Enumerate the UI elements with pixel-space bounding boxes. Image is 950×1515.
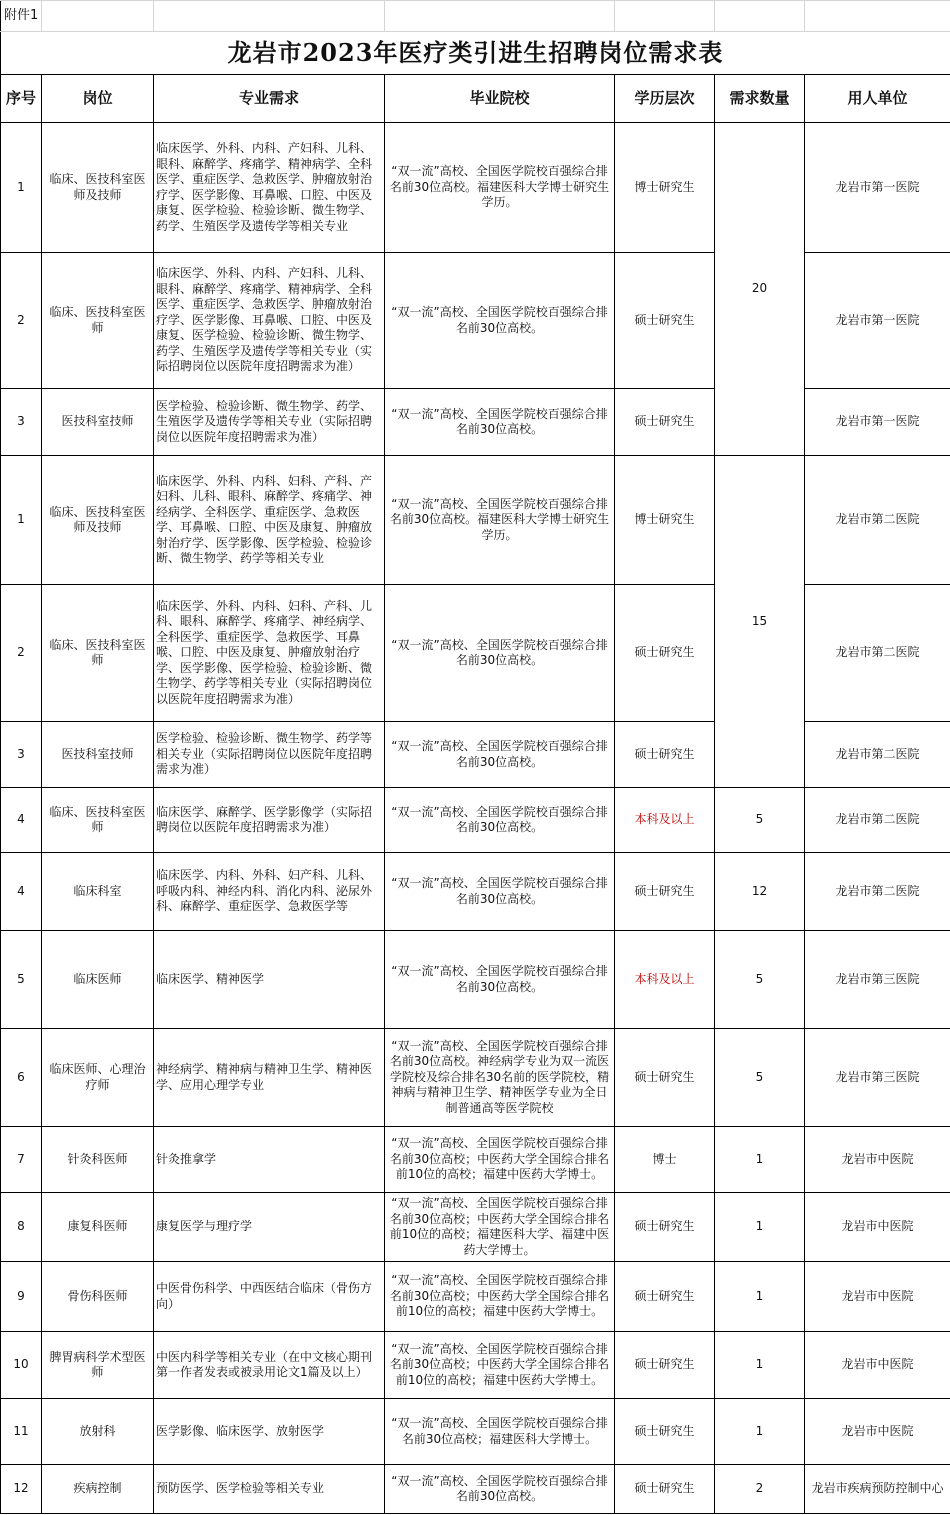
row-number: 3 xyxy=(1,722,42,788)
education-level: 硕士研究生 xyxy=(615,722,715,788)
post-name: 临床、医技科室医师及技师 xyxy=(42,123,154,253)
row-number: 4 xyxy=(1,788,42,853)
row-number: 8 xyxy=(1,1193,42,1262)
education-level: 硕士研究生 xyxy=(615,1332,715,1399)
education-level: 硕士研究生 xyxy=(615,389,715,456)
employer-unit: 龙岩市中医院 xyxy=(805,1127,950,1193)
major-requirement: 医学检验、检验诊断、微生物学、药学等相关专业（实际招聘岗位以医院年度招聘需求为准） xyxy=(154,722,385,788)
education-level: 本科及以上 xyxy=(615,931,715,1029)
post-name: 临床、医技科室医师 xyxy=(42,585,154,722)
graduate-school: “双一流”高校、全国医学院校百强综合排名前30位高校。 xyxy=(385,722,615,788)
post-name: 脾胃病科学术型医师 xyxy=(42,1332,154,1399)
row-number: 2 xyxy=(1,253,42,389)
graduate-school: “双一流”高校、全国医学院校百强综合排名前30位高校。 xyxy=(385,389,615,456)
education-level: 博士 xyxy=(615,1127,715,1193)
education-level: 硕士研究生 xyxy=(615,1029,715,1127)
employer-unit: 龙岩市第二医院 xyxy=(805,456,950,585)
table-row xyxy=(1,389,950,456)
major-requirement: 医学检验、检验诊断、微生物学、药学、生殖医学及遗传学等相关专业（实际招聘岗位以医院年度招聘需求为准） xyxy=(154,389,385,456)
major-requirement: 临床医学、外科、内科、产妇科、儿科、眼科、麻醉学、疼痛学、精神病学、全科医学、重症医学、急救医学、肿瘤放射治疗学、医学影像、耳鼻喉、口腔、中医及康复、医学检验、检验诊断、微生物学、药学、生殖医学及遗传学等相关专业（实际招聘岗位以医院年度招聘需求为准） xyxy=(154,253,385,389)
employer-unit: 龙岩市第一医院 xyxy=(805,123,950,253)
major-requirement: 临床医学、外科、内科、妇科、产科、产妇科、儿科、眼科、麻醉学、疼痛学、神经病学、全科医学、重症医学、急救医学、耳鼻喉、口腔、中医及康复、肿瘤放射治疗学、医学影像、医学检验、检验诊断、微生物学、药学等相关专业 xyxy=(154,456,385,585)
graduate-school: “双一流”高校、全国医学院校百强综合排名前30位高校。 xyxy=(385,853,615,931)
major-requirement: 临床医学、外科、内科、妇科、产科、儿科、眼科、麻醉学、疼痛学、神经病学、全科医学、重症医学、急救医学、耳鼻喉、口腔、中医及康复、肿瘤放射治疗学、医学影像、医学检验、检验诊断、微生物学、药学等相关专业（实际招聘岗位以医院年度招聘需求为准） xyxy=(154,585,385,722)
education-level: 博士研究生 xyxy=(615,123,715,253)
graduate-school: “双一流”高校、全国医学院校百强综合排名前30位高校；中医药大学全国综合排名前10位的高校；福建中医药大学博士。 xyxy=(385,1332,615,1399)
graduate-school: “双一流”高校、全国医学院校百强综合排名前30位高校。 xyxy=(385,931,615,1029)
row-number: 1 xyxy=(1,456,42,585)
graduate-school: “双一流”高校、全国医学院校百强综合排名前30位高校。神经病学专业为双一流医学院校及综合排名30名前的医学院校，精神病与精神卫生学、精神医学专业为全日制普通高等医学院校 xyxy=(385,1029,615,1127)
major-requirement: 中医内科学等相关专业（在中文核心期刊第一作者发表或被录用论文1篇及以上） xyxy=(154,1332,385,1399)
demand-count: 12 xyxy=(715,853,805,931)
graduate-school: “双一流”高校、全国医学院校百强综合排名前30位高校；中医药大学全国综合排名前10位的高校；福建医科大学、福建中医药大学博士。 xyxy=(385,1193,615,1262)
post-name: 医技科室技师 xyxy=(42,722,154,788)
employer-unit: 龙岩市第二医院 xyxy=(805,853,950,931)
table-row xyxy=(1,788,950,853)
row-number: 6 xyxy=(1,1029,42,1127)
education-level: 硕士研究生 xyxy=(615,1193,715,1262)
row-number: 2 xyxy=(1,585,42,722)
graduate-school: “双一流”高校、全国医学院校百强综合排名前30位高校。福建医科大学博士研究生学历。 xyxy=(385,456,615,585)
post-name: 医技科室技师 xyxy=(42,389,154,456)
education-level: 博士研究生 xyxy=(615,456,715,585)
employer-unit: 龙岩市第二医院 xyxy=(805,585,950,722)
major-requirement: 预防医学、医学检验等相关专业 xyxy=(154,1465,385,1514)
table-row xyxy=(1,931,950,1029)
major-requirement: 康复医学与理疗学 xyxy=(154,1193,385,1262)
demand-count: 1 xyxy=(715,1193,805,1262)
row-number: 5 xyxy=(1,931,42,1029)
employer-unit: 龙岩市中医院 xyxy=(805,1399,950,1465)
employer-unit: 龙岩市中医院 xyxy=(805,1262,950,1332)
demand-count: 2 xyxy=(715,1465,805,1514)
employer-unit: 龙岩市中医院 xyxy=(805,1332,950,1399)
education-level: 本科及以上 xyxy=(615,788,715,853)
row-number: 3 xyxy=(1,389,42,456)
education-level: 硕士研究生 xyxy=(615,1262,715,1332)
attachment-label: 附件1 xyxy=(1,1,42,32)
employer-unit: 龙岩市疾病预防控制中心 xyxy=(805,1465,950,1514)
major-requirement: 神经病学、精神病与精神卫生学、精神医学、应用心理学专业 xyxy=(154,1029,385,1127)
header-cell: 学历层次 xyxy=(615,75,715,123)
demand-count: 20 xyxy=(715,123,805,456)
graduate-school: “双一流”高校、全国医学院校百强综合排名前30位高校；中医药大学全国综合排名前10位的高校；福建中医药大学博士。 xyxy=(385,1262,615,1332)
table-row xyxy=(1,1262,950,1332)
table-row xyxy=(1,853,950,931)
row-number: 1 xyxy=(1,123,42,253)
table-row xyxy=(1,1029,950,1127)
table-row xyxy=(1,456,950,585)
row-number: 11 xyxy=(1,1399,42,1465)
post-name: 临床医师 xyxy=(42,931,154,1029)
education-level: 硕士研究生 xyxy=(615,1399,715,1465)
graduate-school: “双一流”高校、全国医学院校百强综合排名前30位高校；中医药大学全国综合排名前10位的高校；福建中医药大学博士。 xyxy=(385,1127,615,1193)
table-row xyxy=(1,722,950,788)
table-row xyxy=(1,123,950,253)
demand-count: 1 xyxy=(715,1127,805,1193)
header-row xyxy=(1,75,950,123)
row-number: 4 xyxy=(1,853,42,931)
attachment-row xyxy=(1,1,950,32)
row-number: 10 xyxy=(1,1332,42,1399)
employer-unit: 龙岩市第二医院 xyxy=(805,722,950,788)
demand-count: 5 xyxy=(715,788,805,853)
row-number: 9 xyxy=(1,1262,42,1332)
employer-unit: 龙岩市第二医院 xyxy=(805,788,950,853)
demand-count: 1 xyxy=(715,1399,805,1465)
major-requirement: 中医骨伤科学、中西医结合临床（骨伤方向） xyxy=(154,1262,385,1332)
demand-count: 1 xyxy=(715,1332,805,1399)
header-cell: 用人单位 xyxy=(805,75,950,123)
demand-count: 1 xyxy=(715,1262,805,1332)
graduate-school: “双一流”高校、全国医学院校百强综合排名前30位高校。 xyxy=(385,253,615,389)
demand-count: 5 xyxy=(715,931,805,1029)
title-row xyxy=(1,32,950,75)
graduate-school: “双一流”高校、全国医学院校百强综合排名前30位高校。福建医科大学博士研究生学历。 xyxy=(385,123,615,253)
employer-unit: 龙岩市中医院 xyxy=(805,1193,950,1262)
table-row xyxy=(1,585,950,722)
table-row xyxy=(1,253,950,389)
demand-count: 5 xyxy=(715,1029,805,1127)
post-name: 临床、医技科室医师 xyxy=(42,253,154,389)
header-cell: 专业需求 xyxy=(154,75,385,123)
table-row xyxy=(1,1127,950,1193)
employer-unit: 龙岩市第三医院 xyxy=(805,931,950,1029)
education-level: 硕士研究生 xyxy=(615,1465,715,1514)
major-requirement: 医学影像、临床医学、放射医学 xyxy=(154,1399,385,1465)
post-name: 临床、医技科室医师 xyxy=(42,788,154,853)
demand-count: 15 xyxy=(715,456,805,788)
page-title: 龙岩市2023年医疗类引进生招聘岗位需求表 xyxy=(1,32,950,75)
post-name: 针灸科医师 xyxy=(42,1127,154,1193)
post-name: 骨伤科医师 xyxy=(42,1262,154,1332)
post-name: 疾病控制 xyxy=(42,1465,154,1514)
graduate-school: “双一流”高校、全国医学院校百强综合排名前30位高校。 xyxy=(385,1465,615,1514)
header-cell: 序号 xyxy=(1,75,42,123)
row-number: 12 xyxy=(1,1465,42,1514)
major-requirement: 临床医学、外科、内科、产妇科、儿科、眼科、麻醉学、疼痛学、精神病学、全科医学、重症医学、急救医学、肿瘤放射治疗学、医学影像、耳鼻喉、口腔、中医及康复、医学检验、检验诊断、微生物学、药学、生殖医学及遗传学等相关专业 xyxy=(154,123,385,253)
major-requirement: 临床医学、内科、外科、妇产科、儿科、呼吸内科、神经内科、消化内科、泌尿外科、麻醉学、重症医学、急救医学等 xyxy=(154,853,385,931)
post-name: 临床、医技科室医师及技师 xyxy=(42,456,154,585)
employer-unit: 龙岩市第一医院 xyxy=(805,253,950,389)
row-number: 7 xyxy=(1,1127,42,1193)
graduate-school: “双一流”高校、全国医学院校百强综合排名前30位高校。 xyxy=(385,585,615,722)
major-requirement: 临床医学、麻醉学、医学影像学（实际招聘岗位以医院年度招聘需求为准） xyxy=(154,788,385,853)
post-name: 放射科 xyxy=(42,1399,154,1465)
table-row xyxy=(1,1465,950,1514)
table-row xyxy=(1,1399,950,1465)
education-level: 硕士研究生 xyxy=(615,853,715,931)
major-requirement: 针灸推拿学 xyxy=(154,1127,385,1193)
header-cell: 毕业院校 xyxy=(385,75,615,123)
employer-unit: 龙岩市第一医院 xyxy=(805,389,950,456)
education-level: 硕士研究生 xyxy=(615,253,715,389)
major-requirement: 临床医学、精神医学 xyxy=(154,931,385,1029)
post-name: 临床医师、心理治疗师 xyxy=(42,1029,154,1127)
education-level: 硕士研究生 xyxy=(615,585,715,722)
header-cell: 需求数量 xyxy=(715,75,805,123)
graduate-school: “双一流”高校、全国医学院校百强综合排名前30位高校；福建医科大学博士。 xyxy=(385,1399,615,1465)
graduate-school: “双一流”高校、全国医学院校百强综合排名前30位高校。 xyxy=(385,788,615,853)
employer-unit: 龙岩市第三医院 xyxy=(805,1029,950,1127)
post-name: 临床科室 xyxy=(42,853,154,931)
table-row xyxy=(1,1193,950,1262)
post-name: 康复科医师 xyxy=(42,1193,154,1262)
header-cell: 岗位 xyxy=(42,75,154,123)
table-row xyxy=(1,1332,950,1399)
